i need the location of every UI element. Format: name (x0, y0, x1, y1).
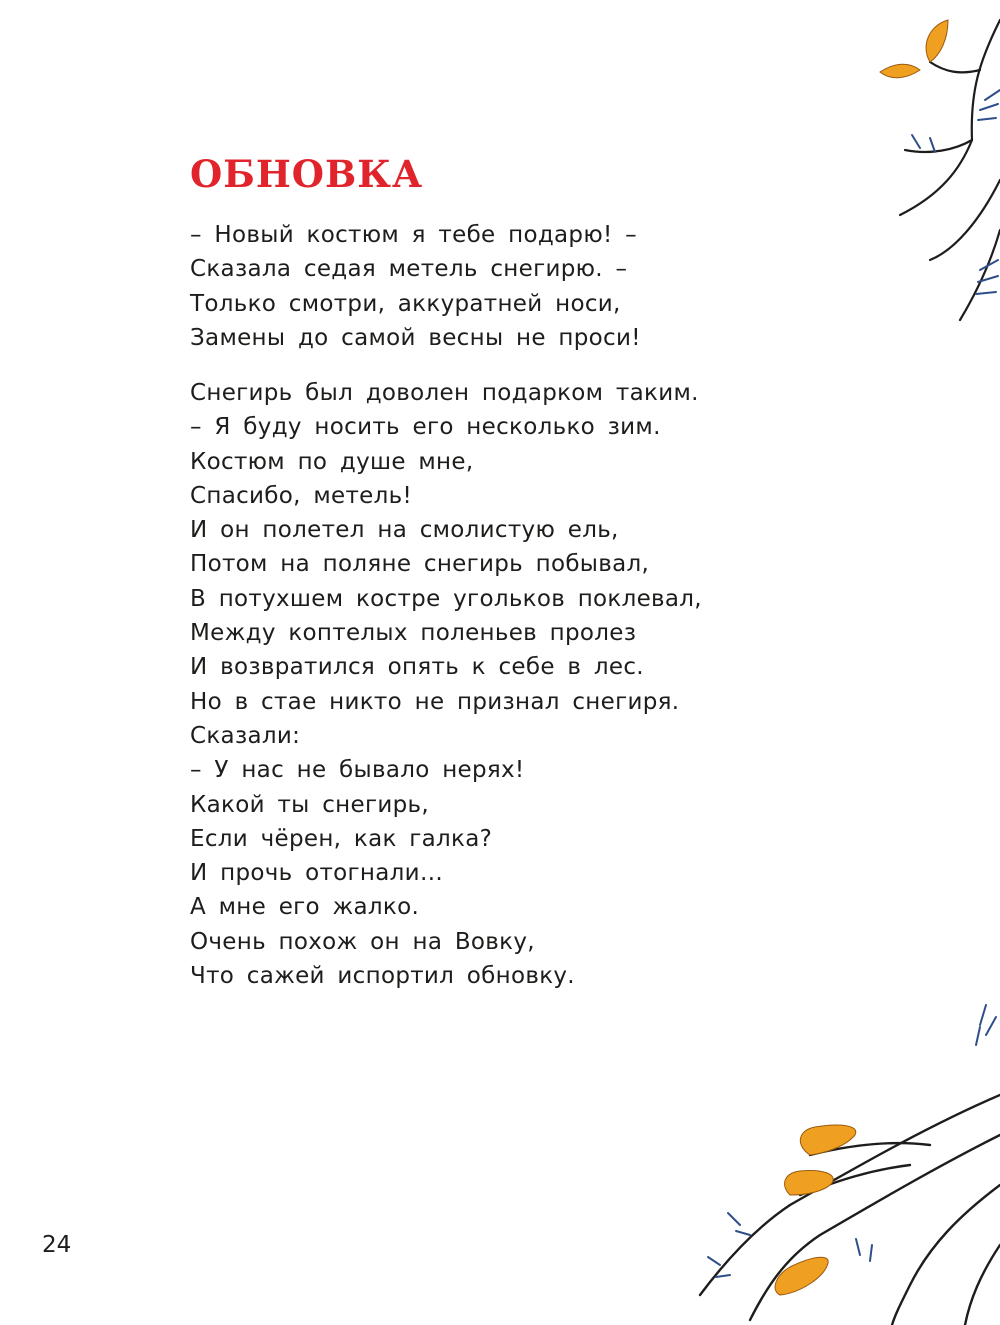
branch-illustration-top (860, 0, 1000, 330)
poem-line: Сказали: (190, 722, 301, 749)
poem-line: Спасибо, метель! (190, 482, 412, 509)
poem-line: И возвратился опять к себе в лес. (190, 654, 644, 681)
stanza-1 (190, 218, 641, 355)
poem-line: Что сажей испортил обновку. (190, 963, 575, 990)
poem-line: – У нас не бывало нерях! (190, 757, 525, 784)
poem-line: Между коптелых поленьев пролез (190, 620, 637, 647)
poem-line: – Я буду носить его несколько зим. (190, 414, 661, 441)
poem-line: И он полетел на смолистую ель, (190, 517, 619, 544)
stanza-2 (190, 376, 702, 993)
poem-title: ОБНОВКА (190, 152, 424, 196)
poem-line: А мне его жалко. (190, 894, 420, 921)
page-number: 24 (42, 1232, 72, 1258)
poem-line: Сказала седая метель снегирю. – (190, 256, 628, 283)
poem-line: Какой ты снегирь, (190, 791, 429, 818)
poem-line: Потом на поляне снегирь побывал, (190, 551, 650, 578)
poem-line: Если чёрен, как галка? (190, 825, 493, 852)
poem-line: Замены до самой весны не проси! (190, 324, 641, 351)
poem-line: Снегирь был доволен подарком таким. (190, 380, 699, 406)
branch-illustration-bottom (680, 995, 1000, 1325)
poem-line: Только смотри, аккуратней носи, (190, 290, 621, 317)
poem-line: Но в стае никто не признал снегиря. (190, 688, 680, 715)
poem-line: Костюм по душе мне, (190, 448, 474, 475)
poem-line: – Новый костюм я тебе подарю! – (190, 222, 637, 248)
poem-line: В потухшем костре угольков поклевал, (190, 585, 702, 612)
poem-line: Очень похож он на Вовку, (190, 928, 535, 955)
poem-line: И прочь отогнали… (190, 860, 444, 887)
